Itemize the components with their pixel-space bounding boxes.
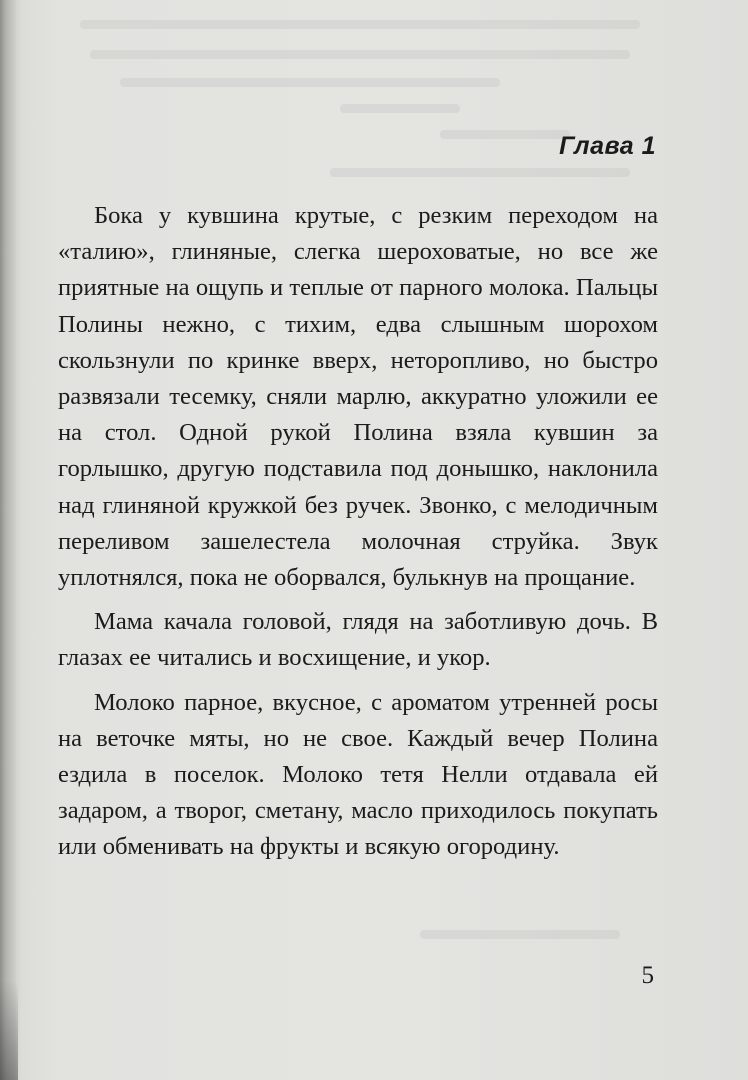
chapter-title: Глава 1 [559,132,656,160]
bleed-through-line [340,104,460,113]
bleed-through-line [80,20,640,29]
paragraph: Молоко парное, вкусное, с ароматом утренней росы на веточке мяты, но не свое. Каждый вечер Полина ездила в поселок. Молоко тетя Нелли отдавала ей задаром, а творог, сметану, масло приходилось покупать или обменивать на фрукты и всякую огородину. [58,688,658,861]
adjacent-page-edge [0,0,16,1080]
paragraph: Бока у кувшина крутые, с резким переходом на «талию», глиняные, слегка шероховатые, но все же приятные на ощупь и теплые от парного молока. Пальцы Полины нежно, с тихим, едва слышным шорохом скользнули по кринке вверх, неторопливо, но быстро развязали тесемку, сняли марлю, аккуратно уложили ее на стол. Одной рукой Полина взяла кувшин за горлышко, другую подставила под донышко, наклонила над глиняной кружкой без ручек. Звонко, с мелодичным переливом зашелестела молочная струйка. Звук уплотнялся, пока не оборвался, булькнув на прощание. [58,202,658,592]
body-text [58,198,658,874]
spine-shadow [0,980,18,1080]
bleed-through-line [120,78,500,87]
bleed-through-line [420,930,620,939]
bleed-through-line [440,130,570,139]
page-number: 5 [641,962,654,989]
paragraph: Мама качала головой, глядя на заботливую дочь. В глазах ее читались и восхищение, и укор. [58,608,658,672]
bleed-through-line [330,168,630,177]
bleed-through-line [90,50,630,59]
